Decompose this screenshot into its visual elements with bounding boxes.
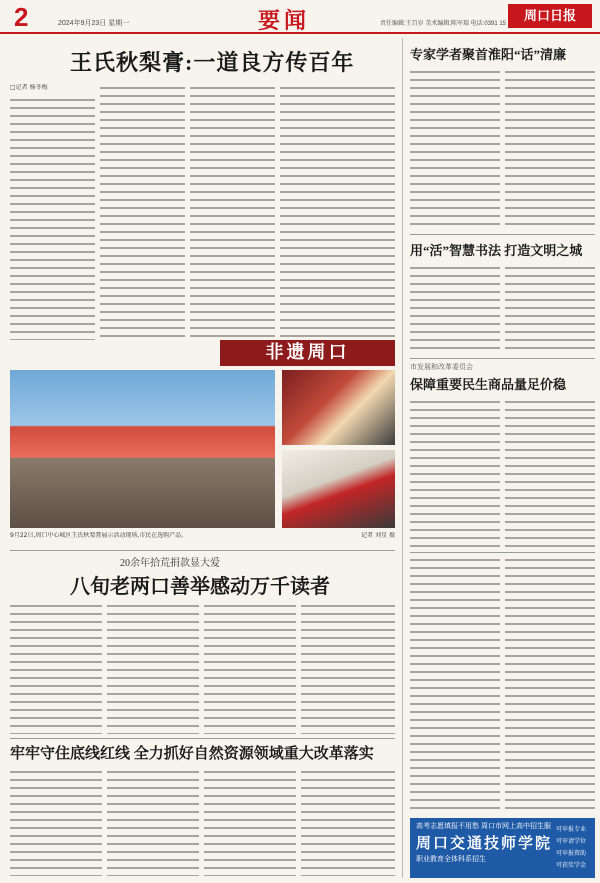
experts-column-1 <box>410 68 500 230</box>
main-headline: 王氏秋梨膏:一道良方传百年 <box>70 50 355 74</box>
resources-column-4 <box>301 768 395 876</box>
civilization-column-1 <box>410 264 500 354</box>
section-title: 要闻 <box>258 8 311 33</box>
prices-column-2 <box>505 398 595 548</box>
books-column-2 <box>107 602 199 734</box>
ad-menu-item: 可申报资助 <box>556 851 587 857</box>
ad-top-line: 高考志愿填报不用愁 周口市网上高中招生服 <box>416 823 551 830</box>
books-column-4 <box>301 602 395 734</box>
books-headline: 八旬老两口善举感动万千读者 <box>70 576 330 596</box>
ad-subtitle: 职业教育全体科系招生 <box>416 856 486 863</box>
civilization-column-2 <box>505 264 595 354</box>
ad-menu-item: 可申请学位 <box>556 839 587 845</box>
prices-kicker: 市发展和改革委员会 <box>410 363 473 371</box>
main-photo <box>10 370 275 528</box>
books-column-3 <box>204 602 296 734</box>
divider <box>410 552 595 553</box>
editor-credits: 责任编辑:王百岁 美术编辑:陈军瑞 电话:0391 15 <box>380 21 507 27</box>
column-divider <box>402 38 403 878</box>
ad-menu-item: 可申报专业 <box>556 827 587 833</box>
books-kicker: 20余年拾荒捐款显大爱 <box>120 558 220 568</box>
photo-caption: 9月22日,周口中心城区王氏秋梨膏展示活动现场,市民在选购产品。 <box>10 532 188 539</box>
right-lower-column-2 <box>505 556 595 814</box>
prices-headline: 保障重要民生商品量足价稳 <box>410 377 567 392</box>
divider <box>10 738 395 739</box>
main-article-column-4 <box>280 84 395 340</box>
resources-headline: 牢牢守住底线红线 全力抓好自然资源领域重大改革落实 <box>10 746 374 762</box>
resources-column-1 <box>10 768 102 876</box>
experts-headline: 专家学者聚首淮阳“话”清廉 <box>410 47 567 62</box>
books-column-1 <box>10 602 102 734</box>
right-lower-column-1 <box>410 556 500 814</box>
ad-menu <box>556 824 591 874</box>
main-article-column-1 <box>10 96 95 340</box>
resources-column-2 <box>107 768 199 876</box>
issue-date: 2024年9月23日 星期一 <box>58 20 130 27</box>
resources-column-3 <box>204 768 296 876</box>
side-photo-top <box>282 370 395 445</box>
photo-credit: 记者 刘星 摄 <box>361 532 395 539</box>
divider <box>10 550 395 551</box>
page-number: 2 <box>14 2 29 32</box>
main-article-column-3 <box>190 84 275 340</box>
masthead <box>0 0 600 34</box>
main-byline: □记者 杨冬梅 <box>10 84 48 91</box>
experts-column-2 <box>505 68 595 230</box>
ad-menu-item: 可获奖学金 <box>556 863 587 869</box>
ad-title: 周口交通技师学院 <box>416 835 553 852</box>
civilization-headline: 用“活”智慧书法 打造文明之城 <box>410 243 583 258</box>
feature-banner: 非遗周口 <box>220 340 395 366</box>
advertisement <box>410 818 595 878</box>
main-article-column-2 <box>100 84 185 340</box>
newspaper-logo: 周口日报 <box>508 4 592 28</box>
divider <box>410 358 595 359</box>
prices-column-1 <box>410 398 500 548</box>
side-photo-bottom <box>282 450 395 528</box>
divider <box>410 234 595 235</box>
